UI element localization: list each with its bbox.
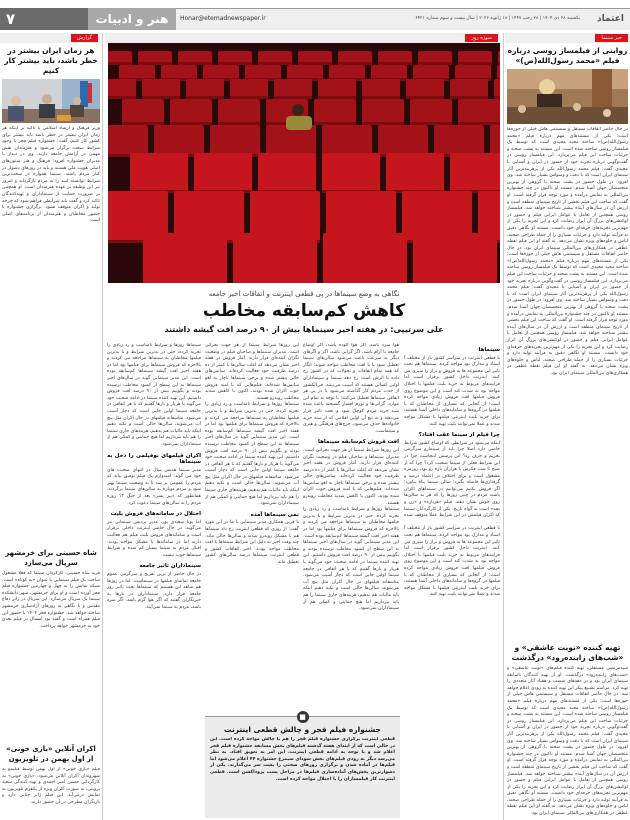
left-article-3-body: فیلم «بازی خونی» از اول بهمن توسط فیلیمو به شهروندان اکران آنلاین می‌شود. «بازی خونی» به کارگردانی حسین امیر احمدی و تهیه کنندگی سعید پروینی، به صورت اکران ویژه از پلتفرم تلویزیون به نمایش درمی‌آید. این فیلم ژانر جنایی دارد و بازیگران مطرحی در آن حضور دارند. [2,767,100,805]
left-article-body: وزیر فرهنگ و ارشاد اسلامی با تاکید بر اینکه هر زمان ایران بیشتر در خطر باشد باید بیشتر برای کشور کار کنیم، گفت: جشنواره فیلم فجر با وجود شرایط سخت برگزار می‌شود و هنرمندان نقش مهمی در آرامش جامعه دارند. وی در دیدار با مدیران جشنواره افزود: فرهنگ و هنر ستون‌های اصلی هویت ملی هستند و باید در روزهای دشوار در کنار مردم باشند. سینما همواره در سخت‌ترین شرایط توانسته امید را به مردم بازگرداند و امروز نیز این وظیفه بر عهده هنرمندان است. او همچنین بر ضرورت حمایت از سینماداران و تهیه‌کنندگان تاکید کرد و گفت باید شرایطی فراهم شود که چرخه تولید و اکران متوقف نشود. برگزاری جشنواره با حضور مخاطبان و هنرمندان از برنامه‌های اصلی است. [2,126,100,224]
seat [434,125,484,157]
left-headline-3: اکران آنلاین «بازی خونی» از اول بهمن در تلویزیون [6,745,96,763]
seat [143,233,227,283]
seat [458,99,500,125]
seat [194,153,252,193]
tag-cinema-news: خبر سینما [595,34,628,42]
seat [413,233,497,283]
left-article-1 [2,46,100,566]
tag-report: گزارش [71,34,98,42]
seat [450,153,500,193]
main-subheadline: علی سرتیپی: در هفته اخیر سینماها بیش از ۹۰ درصد افت گیشه داشتند [164,325,444,334]
main-column-4 [107,343,201,815]
seat [122,99,164,125]
seat [314,99,356,125]
seat [322,125,372,157]
seat [378,125,428,157]
paragraph: اما پویا سعیدی پور، مدیر پردیس سینمایی نیز می‌گوید: در حال حاضر اینترنت داخلی برقرار است و سامانه‌های فروش بلیت فیلم هم فعالیت دارند اما در سامانه‌ها با مشکل مواجه بودند. اقبال مردم به سینما بسیار کم شده و شرایط سینماها خوب نیست. [107,519,201,558]
right-headline: روایتی از فیلمساز روسی درباره فیلم «محمد رسول‌الله(ص)» [507,46,628,65]
paragraph: در حال حاضر از ترین تفریح و سرگرمی عموم جامعه تماشای فیلمها در سینماست. اما در روزها هم شاهد این هستیم که سینماها تحت تاثیر روز جامعه قرار دارد. سینماداران در بارها به خبرنگاران گفتند که اگر هوا گرم باشد، اگر سرد باشد، مردم به سینما نمی‌آیند. [107,572,201,610]
seat [322,153,380,193]
subhead: افت فروش کم‌سابقه سینماها [318,439,399,446]
right-article-1 [507,46,628,632]
page-number: ۷ [0,8,88,30]
subhead: نمی سینماها آمده [250,511,299,518]
seat [490,125,500,157]
paragraph: سیدمرتضی مستقلی، تهیه کننده فیلم‌های «نوبت عاشقی» و «شب‌های زاینده‌رود» درگذشت. او از تهیه کنندگان باسابقه سینمای ایران بود و در دهه‌های شصت و هفتاد آثار متعددی را تهیه کرد. مراسم تشییع پیکر این تهیه کننده به زودی اعلام خواهد شد. [507,666,628,698]
paragraph: سینماها روزها و شرایط نامناسب و رد زیادی را تجربه کرده، حتی در بدترین شرایط و با بدترین فیلمها مخاطبان به سینماها مراجعه می کردند و بالاخره که فروش سینماها برای فیلمها بود اما در هفته اخیر افت گیشه سینماها کم‌سابقه بوده است. این مدیر سینمایی گوید در سال‌های اخیر سینماها به این سطح از کمبود مخاطب نرسیده بودند و بگوییم بیش از ۹۰ درصد افت فروش داشتیم. این تهیه کننده سینما در ادامه صحبت خود می‌گوید با هربار و بارها گفتیم که با هر اتفاقی در جامعه سینما اولین جایی است که دچار آسیب می‌شود. متاسفانه فیلمهای در حال اکران مثل پیچ آب می‌شوند، سالن‌ها خالی است و تکیه دهیم اینکه باید مالیات هم بدهیم، هزینه‌های جاری سینما را هم باید بپردازیم اما هیچ حمایتی و کمکی هم از سینماداران نمی‌شود. [107,343,201,447]
paragraph: اینکه می‌شود در شرایطی که اوضاع کشور شرایط خاصی دارد اصلا چرا باید از سینمارو سرگرمی بخریم و حرف زد؟ این پرسش اینجاست چرا در این شرایط فعلی از سینما صحبت کرد؟ چرا که از صبح تا شب فکرش با هزاران باره رو بود، روزمره مشغول است و برای اختلاف در اعتماد درصد و گرفتاری‌ها فاصله بگیرد؛ سالن سینما پناه بیاورد؛ اگر فروش بکنیم می‌توانیم در سینماهای اکران باشند مردم در چنین روزها را که هر به سالن‌ها روی خوش نشان دهند. فیلم «هرباره» و «زن و بچه» است به گواه تاریخ. یکی از کارگردانان سینما که اکران فیلمش در این شرایط عملا متوقف شده ... [404,440,500,525]
left-article-2 [2,548,100,733]
tag-topic: سوژه روز [465,34,498,42]
seat [130,153,188,193]
email-link[interactable]: Honar@etemadnewspaper.ir [180,15,266,22]
main-column-3 [205,343,299,713]
seat [170,99,212,125]
main-headline: کاهش کم‌سابقه مخاطب [202,301,406,321]
paragraph: مدیر سینما هدیش سال در انتهای صحبت های خود می گوید: امیدوارم یک فیلم توفیق بیاید که مردم را عمومی بر سد تا به وضعیت سینما بهتر شود و مردم دوباره به سالن‌های سینما برگردند. همانطور که «پیر پسر» بعد از جنگ ۱۲ روزه مردم را به سالن‌های سینما دعوت کرد. [107,467,201,506]
seat [233,233,317,283]
right-article-2 [507,643,628,816]
left-headline-2: شاه حسینی برای خرمشهر سریال می‌سازد [5,549,97,567]
newspaper-logo: اعتماد [597,14,624,24]
right-article-2-body [507,666,628,816]
right-headline-2: تهیه کننده «نوبت عاشقی» و «شب‌های زاینده‌رود» درگذشت [511,643,624,662]
seat [386,153,444,193]
right-article-body [507,127,628,632]
main-column-1 [404,343,500,815]
subhead: اکران فیلمهای نوفیلمی را دخل به سینماها [107,452,201,466]
left-headline: هر زمان ایران بیشتر در خطر باشد، باید بیشتر کار کنیم [4,46,98,75]
middle-strip [105,33,500,43]
paragraph: با قطعی اینترنت در سراسر کشور باز از مختلف آ اسناد و مدارک بود مواجه کرده، سینماها هم تحت تاثیر این مجموعه ها به فروش و تراز را سپری می کنند. اینترنت داخل کشور برقرار است اما فرایندهای مربوط به خرید بلیت فیلمها با اختلال مواجه بود به شدت کند است و این موضوع روی فروش فیلمها افت فروش زیادی مواجه کرده است؛ از آنجایی که بسیاری از مخاطبان که با فیلمها در گروه‌ها و سامانه‌های داخلی آشنا هستند، برای خرید بلیت اینترنتی فیلمها با مشکل مواجه شدند و عملا نمی‌توانند بلیت تهیه کنند. [404,526,500,598]
right-strip [505,33,630,43]
left-article-2-body: فرید شاه حسینی، کارگردان سینما که فعلا مشغول ساخت یک فیلم سینمایی با عنوان «به کوتاه» است، شبکه نمایش را به چهل و چهارمین جشنواره فیلم فجر آورده است و او برای خرمشهر، شهر دانشکده سینما یک سریال می‌سازد. این سریال در ژانر دفاع مقدس و با نگاهی به روزهای آزادسازی خرمشهر ساخته خواهد شد. جشنواره فجر ۱۴۰۴ با حضور این فیلم همراه است و گفته بود امسال در فیلم بعدی خود به خرمشهر خواهد پرداخت. [2,571,100,629]
subhead: اختلال در سامانه‌های فروش بلیت [110,511,201,518]
paragraph: هوا سرد باشد، اگر هوا آلوده باشد، اگر اوضاع جامعه نا آرام باشد، اگر گرانی باشد، اگر و اگرهای دیگر به سرعت باعث می‌شود سالن‌های سینما تعطیل شود یا با افت مخاطب مواجه شوند؛ انگار که همه تمام اتفاقات و تحولات که در کشور رخ داده با اثرش است رخ دهد سینما و سینماداران اولین کسانی هستند که آسیب می‌بینند. فی‌الکشور از جذب مردم کار گذاشته می‌شود یا در پی هر اتفاقی سینماها تعطیل می‌کنند؛ با توجه به تمام این موارد، گرانی‌ها و تورم افسار گسیخته باعث شده سبد خرید مردم کوچک شود و تحت تاثیر قرار می‌دهند و به تبع آن اولین اقلامی که از سبد خرید خانواده‌ها حذف می‌شود، خرج‌های فرهنگی و هنری و سینماست. [303,343,399,434]
seat [154,125,204,157]
issue-date: یکشنبه ۲۸ دی ۱۴۰۴ | ۲۸ رجب ۱۴۴۷ | ۱۸ ژانویه ۲۰۲۶ | سال بیست و سوم شماره ۶۴۲۱ [415,16,580,21]
subhead: سینماداران تاثیر جامعه [139,563,201,570]
festival-box [205,713,400,818]
paragraph: این روزها شرایط سینما از هر جهت بحرانی است. مدیران سینماها و صاحبان فیلم در وضعیت نگران کننده‌ای قرار دارند. آمار فروش در هفته اخیر نشان می‌دهد که اغلب سالن‌ها با کمتر از ده درصد ظرفیت خود فعالیت کرده‌اند. سانس‌های خالی بیشتر شده و برخی سینماها ناچار به لغو سانس‌ها شده‌اند. فیلم‌هایی که با امید فروش خوب اکران شده بودند، اکنون با کاهش شدید مخاطب روبه‌رو هستند. [303,447,399,506]
main-kicker: نگاهی به وضع سینماها در پی قطعی اینترنت و اتفاقات اخیر جامعه [208,290,400,298]
left-strip [0,33,100,43]
empty-cinema-photo [108,43,500,283]
man-figure [292,104,304,116]
paragraph: در حال حاضر اتفاقات مستقل و سیستمی هاش خیلی از حوزه‌ها است؛ یکی از مستندهای مهم درباره فیلم «محمد رسول‌الله(ص)» ساخته مجید مجیدی است که توسط یک فیلمساز روسی ساخته شده است. این مستند به پشت صحنه و جزئیات ساخت این فیلم می‌پردازد. این فیلمساز روسی در گفت‌وگویی درباره تجربه خود از حضور در ایران و آشنایی با مجیدی گفت: فیلم محمد رسول‌الله یکی از پرهزینه‌ترین آثار سینمای ایران است که با دقت و وسواس بسیار ساخته شد. وی افزود: در طول حضور در پشت صحنه با گروهی از بهترین متخصصان جهان آشنا شدم. مستند او تاکنون در چند جشنواره بین‌المللی به نمایش درآمده و مورد توجه قرار گرفته است. او گفت که ساخت این فیلم بخشی از تاریخ سینمای منطقه است و ارزش آن در سال‌های آینده بیشتر شناخته خواهد شد. فیلمساز روسی همچنین از تعامل با عوامل ایرانی فیلم و حضور در لوکیشن‌های بزرگ آن ابراز رضایت کرد و این تجربه را یکی از مهم‌ترین تجربه‌های حرفه‌ای خود دانست. مستند او نگاهی دقیق به فرآیند تولید دارد و جزئیات بسیاری را از جمله طراحی صحنه، لباس و جلوه‌های ویژه نشان می‌دهد. به گفته او این فیلم نقطه عطفی در همکاری‌های بین‌المللی سینمای ایران بود. [507,245,628,376]
paragraph: در حال حاضر اتفاقات مستقل و سیستمی هاش خیلی از حوزه‌ها است؛ یکی از مستندهای مهم درباره فیلم «محمد رسول‌الله(ص)» ساخته مجید مجیدی است که توسط یک فیلمساز روسی ساخته شده است. این مستند به پشت صحنه و جزئیات ساخت این فیلم می‌پردازد. این فیلمساز روسی در گفت‌وگویی درباره تجربه خود از حضور در ایران و آشنایی با مجیدی گفت: فیلم محمد رسول‌الله یکی از پرهزینه‌ترین آثار سینمای ایران است که با دقت و وسواس بسیار ساخته شد. وی افزود: در طول حضور در پشت صحنه با گروهی از بهترین متخصصان جهان آشنا شدم. مستند او تاکنون در چند جشنواره بین‌المللی به نمایش درآمده و مورد توجه قرار گرفته است. او گفت که ساخت این فیلم بخشی از تاریخ سینمای منطقه است و ارزش آن در سال‌های آینده بیشتر شناخته خواهد شد. فیلمساز روسی همچنین از تعامل با عوامل ایرانی فیلم و حضور در لوکیشن‌های بزرگ آن ابراز رضایت کرد و این تجربه را یکی از مهم‌ترین تجربه‌های حرفه‌ای خود دانست. مستند او نگاهی دقیق به فرآیند تولید دارد و جزئیات بسیاری را از جمله طراحی صحنه، لباس و جلوه‌های ویژه نشان می‌دهد. به گفته او این فیلم نقطه عطفی در همکاری‌های بین‌المللی سینمای ایران بود. [507,692,628,816]
section-title: هنر و ادبیات [88,8,176,30]
divider [503,33,504,820]
divider [102,33,103,820]
paragraph: با قرین همکاری مدیر سینمایی با ما در این مورد گفت: از روزی که قطعی اینترنت رخ داد سینماها هم با مشکل روبه‌رو شدند و سالن‌ها خالی ماند. چند وقت اخیر به دلیل این شرایط سینماها با افت مخاطب مواجه بودند. اخیر اتفاقات کشور و قطعی اینترنت سینماها درصد سالن‌های کشور تعطیل ماند. [205,520,299,565]
subhead: چرا فیلم از سینما عقب افتاد؟ [418,432,500,439]
seat [108,125,148,157]
subhead: سینماها [478,347,500,353]
main-column-2 [303,343,399,713]
box-icon: ■ [297,711,309,723]
seat [410,99,452,125]
box-headline: جشنواره فیلم فجر و چالش قطعی اینترنت [224,725,381,734]
seat [323,233,407,283]
left-article-3 [2,744,100,819]
paragraph: این روزها شرایط سینما از هر جهت بحرانی است. مدیران سینماها و صاحبان فیلم در وضعیت نگران کننده‌ای قرار دارند. آمار فروش در هفته اخیر نشان می‌دهد که اغلب سالن‌ها با کمتر از ده درصد ظرفیت خود فعالیت کرده‌اند. سانس‌های خالی بیشتر شده و برخی سینماها ناچار به لغو سانس‌ها شده‌اند. فیلم‌هایی که با امید فروش خوب اکران شده بودند، اکنون با کاهش شدید مخاطب روبه‌رو هستند. [205,343,299,401]
meeting-photo [2,79,100,123]
seat [258,153,316,193]
paragraph: در حال حاضر اتفاقات مستقل و سیستمی هاش خیلی از حوزه‌ها است؛ یکی از مستندهای مهم درباره فیلم «محمد رسول‌الله(ص)» ساخته مجید مجیدی است که توسط یک فیلمساز روسی ساخته شده است. این مستند به پشت صحنه و جزئیات ساخت این فیلم می‌پردازد. این فیلمساز روسی در گفت‌وگویی درباره تجربه خود از حضور در ایران و آشنایی با مجیدی گفت: فیلم محمد رسول‌الله یکی از پرهزینه‌ترین آثار سینمای ایران است که با دقت و وسواس بسیار ساخته شد. وی افزود: در طول حضور در پشت صحنه با گروهی از بهترین متخصصان جهان آشنا شدم. مستند او تاکنون در چند جشنواره بین‌المللی به نمایش درآمده و مورد توجه قرار گرفته است. او گفت که ساخت این فیلم بخشی از تاریخ سینمای منطقه است و ارزش آن در سال‌های آینده بیشتر شناخته خواهد شد. فیلمساز روسی همچنین از تعامل با عوامل ایرانی فیلم و حضور در لوکیشن‌های بزرگ آن ابراز رضایت کرد و این تجربه را یکی از مهم‌ترین تجربه‌های حرفه‌ای خود دانست. مستند او نگاهی دقیق به فرآیند تولید دارد و جزئیات بسیاری را از جمله طراحی صحنه، لباس و جلوه‌های ویژه نشان می‌دهد. به گفته او این فیلم نقطه عطفی در همکاری‌های بین‌المللی سینمای ایران بود. [507,127,628,251]
film-still-photo [507,69,628,124]
paragraph: سینماها روزها و شرایط نامناسب و رد زیادی را تجربه کرده، حتی در بدترین شرایط و با بدترین فیلمها مخاطبان به سینماها مراجعه می کردند و بالاخره که فروش سینماها برای فیلمها بود اما در هفته اخیر افت گیشه سینماها کم‌سابقه بوده است. این مدیر سینمایی گوید در سال‌های اخیر سینماها به این سطح از کمبود مخاطب نرسیده بودند و بگوییم بیش از ۹۰ درصد افت فروش داشتیم. این تهیه کننده سینما در ادامه صحبت خود می‌گوید با هربار و بارها گفتیم که با هر اتفاقی در جامعه سینما اولین جایی است که دچار آسیب می‌شود. متاسفانه فیلمهای در حال اکران مثل پیچ آب می‌شوند، سالن‌ها خالی است و تکیه دهیم اینکه باید مالیات هم بدهیم، هزینه‌های جاری سینما را هم باید بپردازیم اما هیچ حمایتی و کمکی هم از سینماداران نمی‌شود. [303,507,399,612]
seat [210,125,260,157]
paragraph: سینماها روزها و شرایط نامناسب و رد زیادی را تجربه کرده، حتی در بدترین شرایط و با بدترین فیلمها مخاطبان به سینماها مراجعه می کردند و بالاخره که فروش سینماها برای فیلمها بود اما در هفته اخیر افت گیشه سینماها کم‌سابقه بوده است. این مدیر سینمایی گوید در سال‌های اخیر سینماها به این سطح از کمبود مخاطب نرسیده بودند و بگوییم بیش از ۹۰ درصد افت فروش داشتیم. این تهیه کننده سینما در ادامه صحبت خود می‌گوید با هربار و بارها گفتیم که با هر اتفاقی در جامعه سینما اولین جایی است که دچار آسیب می‌شود. متاسفانه فیلمهای در حال اکران مثل پیچ آب می‌شوند، سالن‌ها خالی است و تکیه دهیم اینکه باید مالیات هم بدهیم، هزینه‌های جاری سینما را هم باید بپردازیم اما هیچ حمایتی و کمکی هم از سینماداران نمی‌شود. [205,402,299,507]
seat [218,99,260,125]
paragraph: با قطعی اینترنت در سراسر کشور باز از مختلف آ اسناد و مدارک بود مواجه کرده، سینماها هم تحت تاثیر این مجموعه ها به فروش و تراز را سپری می کنند. اینترنت داخل کشور برقرار است اما فرایندهای مربوط به خرید بلیت فیلمها با اختلال مواجه بود به شدت کند است و این موضوع روی فروش فیلمها افت فروش زیادی مواجه کرده است؛ از آنجایی که بسیاری از مخاطبان که با فیلمها در گروه‌ها و سامانه‌های داخلی آشنا هستند، برای خرید بلیت اینترنتی فیلمها با مشکل مواجه شدند و عملا نمی‌توانند بلیت تهیه کنند. [404,355,500,427]
box-body: قطعی اینترنت برگزاری جشنواره فیلم فجر را هم با چالش مواجه کرده است. این در حالی است که از ابتدای هفته گذشته فیلم‌های بخش مسابقه جشنواره فیلم فجر اعلام شد و با توجه به ادامه قطعی اینترنت، این امر به تعویق افتاد. به نظر می‌رسد دیگر به زودی فیلم‌های بخش سودای سیمرغ جشنواره ۴۴ اعلام می‌شود اما فیلم‌ها در آماده شدن و برگزاری روزهای سختی را پشت سر می‌گذارند. یکی از دشوار‌ترین بخش‌های آماده‌سازی فیلم‌ها در مراحل پست پروداکشن است. قطعی اینترنت کار فیلمسازان را با اختلال مواجه کرده است. [210,737,395,782]
seat [362,99,404,125]
